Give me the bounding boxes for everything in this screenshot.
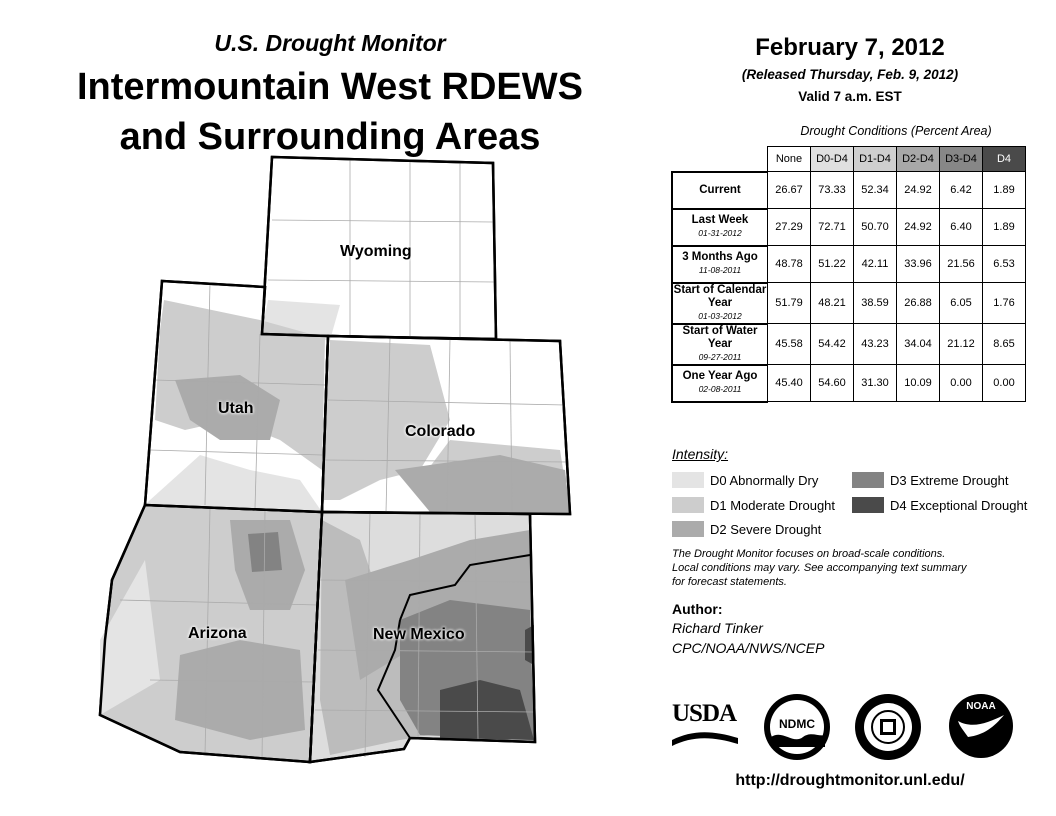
row-label — [672, 365, 768, 402]
table-cell: 45.40 — [768, 365, 811, 402]
release-date: (Released Thursday, Feb. 9, 2012) — [741, 67, 959, 82]
usda-logo-text: USDA — [672, 700, 737, 727]
legend-label-d3: D3 Extreme Drought — [890, 472, 1009, 488]
col-header-d4: D4 — [983, 147, 1026, 172]
map-title-line1: Intermountain West RDEWS — [77, 66, 583, 108]
table-row — [672, 246, 1026, 283]
website-link[interactable]: http://droughtmonitor.unl.edu/ — [735, 772, 965, 789]
legend-label-d0: D0 Abnormally Dry — [710, 472, 819, 488]
table-corner — [672, 147, 768, 172]
legend-label-d4: D4 Exceptional Drought — [890, 497, 1028, 513]
legend-item-d1 — [672, 496, 835, 514]
table-cell: 24.92 — [897, 209, 940, 246]
table-cell: 21.12 — [940, 324, 983, 365]
table-cell: 54.60 — [811, 365, 854, 402]
usda-logo — [672, 700, 740, 750]
d2-area — [175, 640, 305, 740]
table-cell: 31.30 — [854, 365, 897, 402]
ndmc-logo — [763, 693, 831, 761]
table-cell: 26.88 — [897, 283, 940, 324]
legend-swatch-d3 — [852, 472, 884, 488]
table-row — [672, 283, 1026, 324]
table-cell: 6.42 — [940, 172, 983, 209]
col-header-d2-d4: D2-D4 — [897, 147, 940, 172]
table-caption: Drought Conditions (Percent Area) — [800, 124, 992, 138]
legend-item-d0 — [672, 471, 818, 489]
row-label-text: 3 Months Ago — [682, 251, 758, 263]
row-label-text: Last Week — [691, 214, 749, 226]
disclaimer-note — [672, 547, 1042, 589]
table-cell: 1.89 — [983, 172, 1026, 209]
table-header-row — [672, 147, 1026, 172]
map-title-line2: and Surrounding Areas — [119, 116, 541, 158]
row-label-text: Start of Water Year — [682, 324, 758, 350]
col-header-none: None — [768, 147, 811, 172]
row-date: 02-08-2011 — [698, 384, 742, 394]
table-cell: 27.29 — [768, 209, 811, 246]
map-subtitle: U.S. Drought Monitor — [214, 30, 446, 56]
noaa-logo — [948, 693, 1014, 759]
table-cell: 1.89 — [983, 209, 1026, 246]
author-label: Author: — [672, 601, 723, 617]
col-header-d0-d4: D0-D4 — [811, 147, 854, 172]
usda-swoosh-icon — [672, 728, 738, 746]
row-label-text: Start of Calendar Year — [673, 283, 767, 309]
table-cell: 51.22 — [811, 246, 854, 283]
table-cell: 26.67 — [768, 172, 811, 209]
table-cell: 33.96 — [897, 246, 940, 283]
author-org: CPC/NOAA/NWS/NCEP — [672, 640, 825, 656]
note-line: for forecast statements. — [672, 576, 787, 588]
legend-swatch-d1 — [672, 497, 704, 513]
legend-swatch-d0 — [672, 472, 704, 488]
table-cell: 6.40 — [940, 209, 983, 246]
table-cell: 38.59 — [854, 283, 897, 324]
table-cell: 42.11 — [854, 246, 897, 283]
legend-item-d4 — [852, 496, 1027, 514]
table-cell: 54.42 — [811, 324, 854, 365]
row-label-text: Current — [699, 183, 741, 196]
table-row — [672, 365, 1026, 402]
row-date: 01-31-2012 — [698, 228, 742, 238]
state-label-wyoming: Wyoming — [340, 243, 412, 260]
legend-item-d2 — [672, 520, 821, 538]
legend-label-d1: D1 Moderate Drought — [710, 497, 836, 513]
row-label — [672, 209, 768, 246]
table-cell: 6.05 — [940, 283, 983, 324]
state-label-arizona: Arizona — [188, 625, 247, 642]
state-label-new-mexico: New Mexico — [373, 626, 465, 643]
legend-title: Intensity: — [672, 446, 729, 462]
row-label — [672, 172, 768, 209]
note-line: The Drought Monitor focuses on broad-scale conditions. — [672, 548, 946, 560]
row-date: 01-03-2012 — [698, 310, 742, 321]
table-cell: 0.00 — [983, 365, 1026, 402]
table-cell: 52.34 — [854, 172, 897, 209]
drought-conditions-table — [671, 146, 1026, 403]
valid-time: Valid 7 a.m. EST — [798, 89, 902, 104]
state-label-utah: Utah — [218, 400, 254, 417]
ndmc-logo-text: NDMC — [779, 717, 815, 731]
table-cell: 24.92 — [897, 172, 940, 209]
table-cell: 43.23 — [854, 324, 897, 365]
commerce-seal-icon — [854, 693, 922, 761]
col-header-d3-d4: D3-D4 — [940, 147, 983, 172]
table-row — [672, 209, 1026, 246]
map-date: February 7, 2012 — [755, 34, 945, 61]
row-label — [672, 283, 768, 324]
table-cell: 8.65 — [983, 324, 1026, 365]
table-cell: 1.76 — [983, 283, 1026, 324]
state-label-colorado: Colorado — [405, 423, 476, 440]
table-row — [672, 172, 1026, 209]
row-date: 09-27-2011 — [698, 351, 742, 362]
table-cell: 21.56 — [940, 246, 983, 283]
table-cell: 6.53 — [983, 246, 1026, 283]
table-cell: 0.00 — [940, 365, 983, 402]
table-cell: 48.78 — [768, 246, 811, 283]
note-line: Local conditions may vary. See accompanying text summary — [672, 562, 967, 574]
row-label — [672, 246, 768, 283]
table-cell: 50.70 — [854, 209, 897, 246]
table-cell: 72.71 — [811, 209, 854, 246]
row-date: 11-08-2011 — [698, 265, 742, 275]
table-row — [672, 324, 1026, 365]
table-cell: 51.79 — [768, 283, 811, 324]
table-cell: 73.33 — [811, 172, 854, 209]
table-cell: 45.58 — [768, 324, 811, 365]
table-cell: 48.21 — [811, 283, 854, 324]
noaa-logo-text: NOAA — [966, 701, 996, 712]
row-label — [672, 324, 768, 365]
legend-swatch-d2 — [672, 521, 704, 537]
legend-swatch-d4 — [852, 497, 884, 513]
table-cell: 10.09 — [897, 365, 940, 402]
author-name: Richard Tinker — [672, 620, 763, 636]
legend-item-d3 — [852, 471, 1009, 489]
col-header-d1-d4: D1-D4 — [854, 147, 897, 172]
row-label-text: One Year Ago — [682, 370, 758, 382]
legend-label-d2: D2 Severe Drought — [710, 521, 822, 537]
table-cell: 34.04 — [897, 324, 940, 365]
